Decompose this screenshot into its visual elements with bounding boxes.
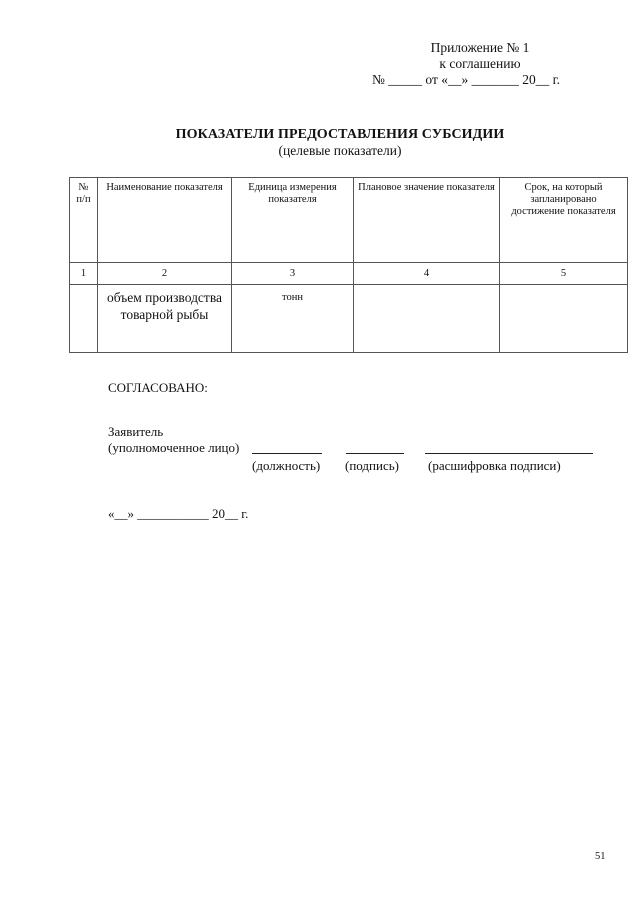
- signature-caption: (подпись): [345, 458, 399, 473]
- row-plan-value: [354, 285, 500, 353]
- column-number: 2: [98, 263, 232, 285]
- page-number: 51: [595, 851, 606, 862]
- column-number: 5: [500, 263, 628, 285]
- position-caption: (должность): [252, 458, 321, 473]
- applicant-block: [108, 424, 239, 456]
- column-number: 1: [70, 263, 98, 285]
- column-number: 3: [232, 263, 354, 285]
- table-row: [70, 285, 628, 353]
- header-cell-deadline: Срок, на который запланировано достижение показателя: [500, 178, 628, 263]
- agreed-label: СОГЛАСОВАНО:: [108, 380, 208, 395]
- appendix-agreement-ref: к соглашению: [439, 56, 521, 71]
- applicant-authorized-person: (уполномоченное лицо): [108, 440, 240, 455]
- appendix-title: Приложение № 1: [430, 40, 530, 55]
- applicant-label: Заявитель: [108, 424, 164, 439]
- signature-line: [346, 453, 404, 454]
- position-signature-line: [252, 453, 322, 454]
- appendix-agreement-number: № _____ от «__» _______ 20__ г.: [372, 72, 560, 87]
- indicators-table: [69, 177, 628, 353]
- row-deadline: [500, 285, 628, 353]
- date-line: «__» ___________ 20__ г.: [108, 506, 249, 521]
- row-unit: тонн: [232, 285, 354, 353]
- signature-decoding-line: [425, 453, 593, 454]
- document-title: ПОКАЗАТЕЛИ ПРЕДОСТАВЛЕНИЯ СУБСИДИИ: [175, 127, 505, 142]
- row-number-cell: [70, 285, 98, 353]
- header-cell-number: № п/п: [70, 178, 98, 263]
- header-cell-plan: Плановое значение показателя: [354, 178, 500, 263]
- appendix-header: [360, 40, 600, 88]
- header-cell-name: Наименование показателя: [98, 178, 232, 263]
- decoding-caption: (расшифровка подписи): [428, 458, 561, 473]
- header-cell-unit: Единица измерения показателя: [232, 178, 354, 263]
- row-indicator-name: объем производства товарной рыбы: [98, 285, 232, 353]
- column-number: 4: [354, 263, 500, 285]
- table-header-row: [70, 178, 628, 263]
- document-subtitle: (целевые показатели): [278, 143, 402, 158]
- table-column-numbers-row: [70, 263, 628, 285]
